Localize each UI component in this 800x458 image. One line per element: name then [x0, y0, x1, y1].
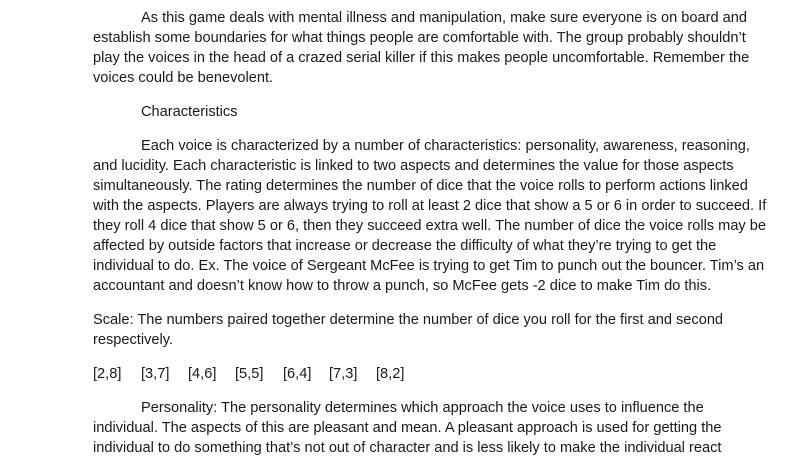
scale-pair: [7,3]: [329, 366, 358, 382]
characteristics-line: Each voice is characterized by a number of characteristics: personality, awareness, reasoning,: [141, 138, 750, 154]
personality-line: individual. The aspects of this are pleasant and mean. A pleasant approach is used for getting the: [93, 420, 722, 436]
personality-line: individual to do something that’s not out of character and is less likely to make the individual react: [93, 440, 722, 456]
characteristics-line: and lucidity. Each characteristic is linked to two aspects and determines the value for those aspects: [93, 158, 734, 174]
characteristics-line: simultaneously. The rating determines the number of dice that the voice rolls to perform actions linked: [93, 178, 748, 194]
characteristics-line: they roll 4 dice that show 5 or 6, then they succeed extra well. The number of dice the voice rolls may be: [93, 218, 767, 234]
characteristics-line: accountant and doesn’t know how to throw a punch, so McFee gets -2 dice to make Tim do this.: [93, 278, 712, 294]
intro-line: voices could be benevolent.: [93, 70, 274, 86]
scale-line: respectively.: [93, 332, 174, 348]
scale-pair: [4,6]: [188, 366, 217, 382]
scale-pair: [6,4]: [283, 366, 312, 382]
characteristics-line: individual to do. Ex. The voice of Sergeant McFee is trying to get Tim to punch out the bouncer. Tim’s an: [93, 258, 765, 274]
intro-line: play the voices in the head of a crazed serial killer if this makes people uncomfortable. Remember the: [93, 50, 750, 66]
personality-line: Personality: The personality determines which approach the voice uses to influence the: [141, 400, 704, 416]
scale-pair: [8,2]: [376, 366, 405, 382]
scale-line: Scale: The numbers paired together determine the number of dice you roll for the first and second: [93, 312, 724, 328]
scale-pair: [2,8]: [93, 366, 122, 382]
scale-pair: [3,7]: [141, 366, 170, 382]
intro-line: As this game deals with mental illness and manipulation, make sure everyone is on board and: [141, 10, 747, 26]
scale-pair: [5,5]: [235, 366, 264, 382]
characteristics-line: affected by outside factors that increase or decrease the difficulty of what they’re trying to get the: [93, 238, 717, 254]
section-heading: Characteristics: [141, 104, 238, 120]
intro-line: establish some boundaries for what things people are comfortable with. The group probably shouldn’t: [93, 30, 746, 46]
characteristics-line: with the aspects. Players are always trying to roll at least 2 dice that show a 5 or 6 in order to succeed. If: [93, 198, 767, 214]
